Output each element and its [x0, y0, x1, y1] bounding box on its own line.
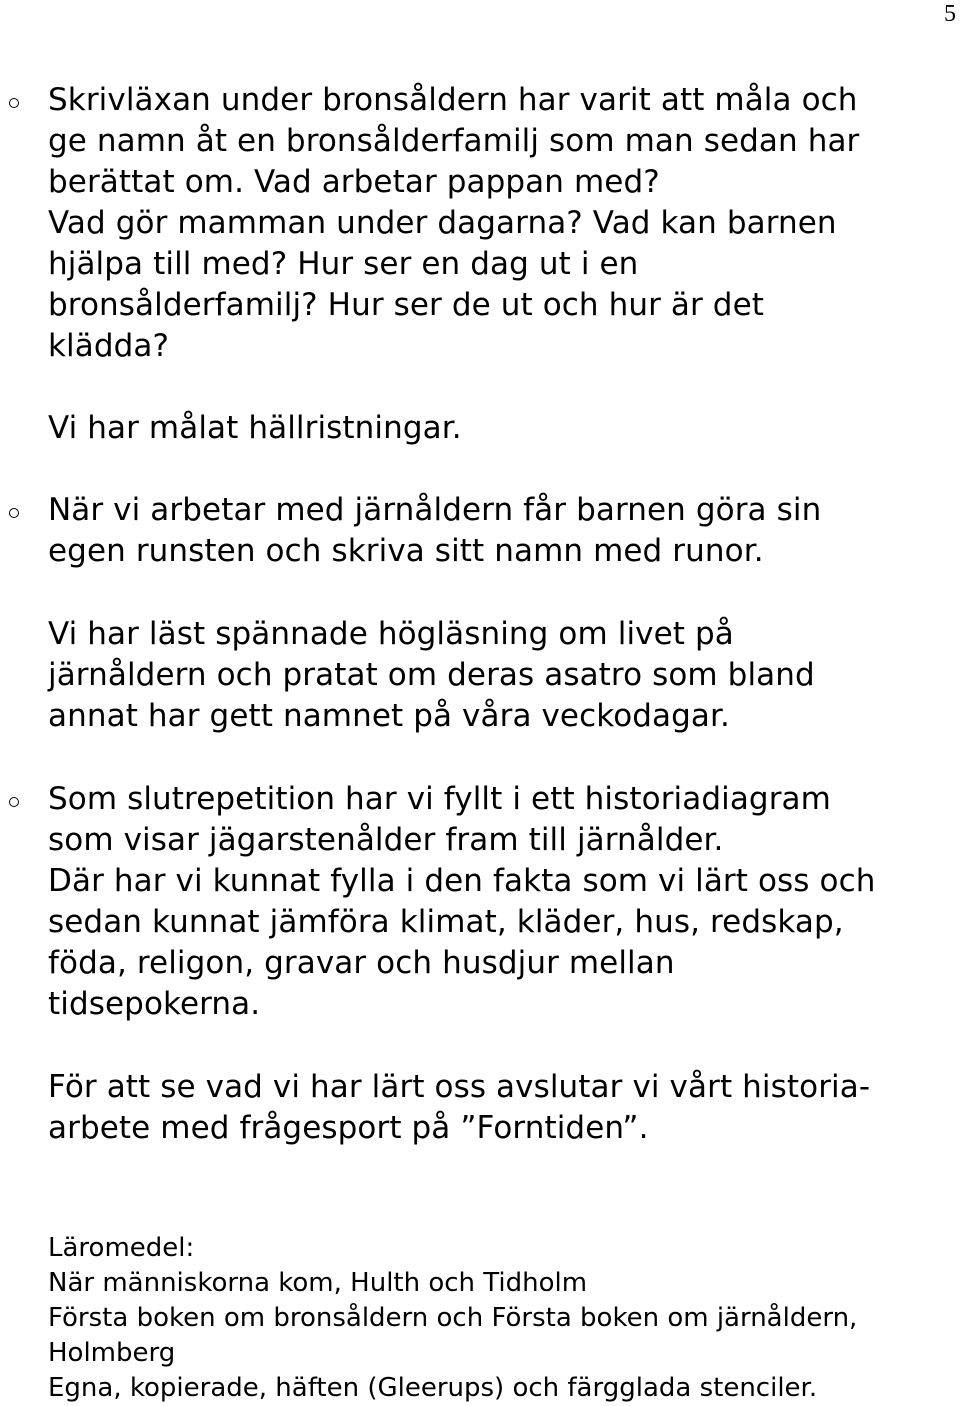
paragraph-history-diagram: Som slutrepetition har vi fyllt i ett historiadiagram som visar jägarstenålder fram till järnålder. Där har vi kunnat fylla i den fakta som vi lärt oss och sedan kunnat jämföra klimat, kläder, hus, redskap, föda, religon, gravar och husdjur mellan tidsepokerna. [48, 779, 958, 1025]
reference-line: Första boken om bronsåldern och Första boken om järnåldern, [48, 1303, 858, 1333]
paragraph-bronze-age-homework: Skrivläxan under bronsåldern har varit att måla och ge namn åt en bronsålderfamilj som man sedan har berättat om. Vad arbetar pappan med? Vad gör mamman under dagarna? Vad kan barnen hjälpa till med? Hur ser en dag ut i en bronsålderfamilj? Hur ser de ut och hur är det klädda? [48, 80, 958, 367]
references-heading: Läromedel: [48, 1233, 195, 1263]
page-number: 5 [944, 1, 956, 27]
reference-line: Holmberg [48, 1338, 176, 1368]
reference-line: När människorna kom, Hulth och Tidholm [48, 1268, 588, 1298]
paragraph-quiz: För att se vad vi har lärt oss avslutar vi vårt historia- arbete med frågesport på ”Forntiden”. [48, 1069, 871, 1146]
document-body [48, 80, 958, 1149]
paragraph-rock-carvings: Vi har målat hällristningar. [48, 410, 462, 446]
references-section [48, 1231, 958, 1406]
paragraph-iron-age-runestone: När vi arbetar med järnåldern får barnen göra sin egen runsten och skriva sitt namn med runor. [48, 490, 958, 572]
reference-line: Egna, kopierade, häften (Gleerups) och färgglada stenciler. [48, 1373, 818, 1403]
paragraph-read-aloud: Vi har läst spännade högläsning om livet på järnåldern och pratat om deras asatro som bland annat har gett namnet på våra veckodagar. [48, 616, 815, 734]
